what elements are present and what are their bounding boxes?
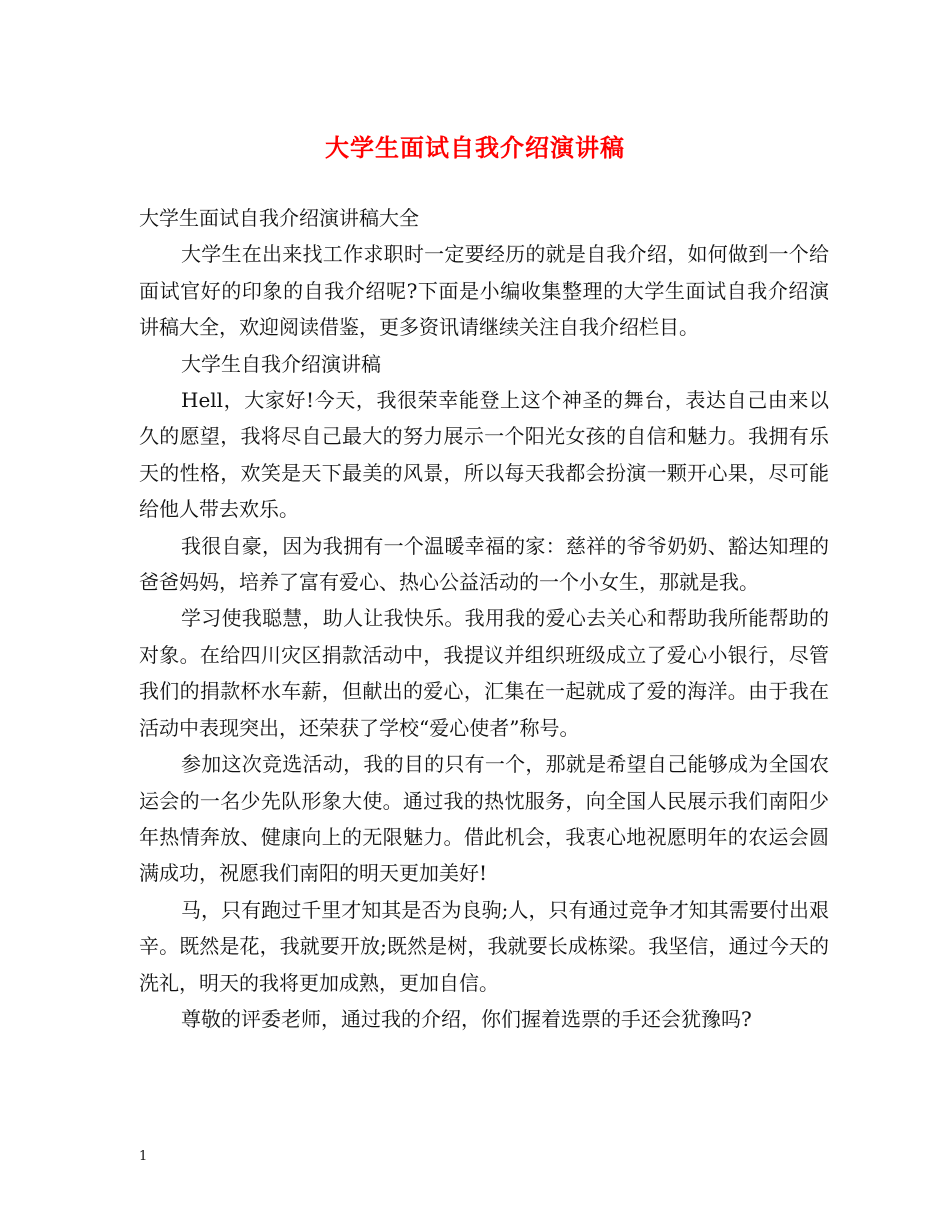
paragraph: 马，只有跑过千里才知其是否为良驹;人，只有通过竞争才知其需要付出艰辛。既然是花，我就要开放;既然是树，我就要长成栋梁。我坚信，通过今天的洗礼，明天的我将更加成熟，更加自信。 [139,897,829,995]
document-title: 大学生面试自我介绍演讲稿 [325,133,625,162]
paragraph: 我很自豪，因为我拥有一个温暖幸福的家：慈祥的爷爷奶奶、豁达知理的爸爸妈妈，培养了富有爱心、热心公益活动的一个小女生，那就是我。 [139,533,829,595]
paragraph: Hell，大家好!今天，我很荣幸能登上这个神圣的舞台，表达自己由来以久的愿望，我将尽自己最大的努力展示一个阳光女孩的自信和魅力。我拥有乐天的性格，欢笑是天下最美的风景，所以每天我都会扮演一颗开心果，尽可能给他人带去欢乐。 [139,388,829,522]
paragraph: 大学生在出来找工作求职时一定要经历的就是自我介绍，如何做到一个给面试官好的印象的自我介绍呢?下面是小编收集整理的大学生面试自我介绍演讲稿大全，欢迎阅读借鉴，更多资讯请继续关注自我介绍栏目。 [139,242,829,340]
page-number: 1 [139,1149,148,1164]
paragraph: 尊敬的评委老师，通过我的介绍，你们握着选票的手还会犹豫吗? [181,1006,752,1031]
document-body [139,200,829,1037]
paragraph: 学习使我聪慧，助人让我快乐。我用我的爱心去关心和帮助我所能帮助的对象。在给四川灾区捐款活动中，我提议并组织班级成立了爱心小银行，尽管我们的捐款杯水车薪，但献出的爱心，汇集在一起就成了爱的海洋。由于我在活动中表现突出，还荣获了学校“爱心使者”称号。 [139,606,829,740]
paragraph-heading: 大学生自我介绍演讲稿 [181,351,381,376]
paragraph: 参加这次竞选活动，我的目的只有一个，那就是希望自己能够成为全国农运会的一名少先队形象大使。通过我的热忱服务，向全国人民展示我们南阳少年热情奔放、健康向上的无限魅力。借此机会，我衷心地祝愿明年的农运会圆满成功，祝愿我们南阳的明天更加美好! [139,752,829,886]
paragraph-subtitle: 大学生面试自我介绍演讲稿大全 [139,206,419,230]
